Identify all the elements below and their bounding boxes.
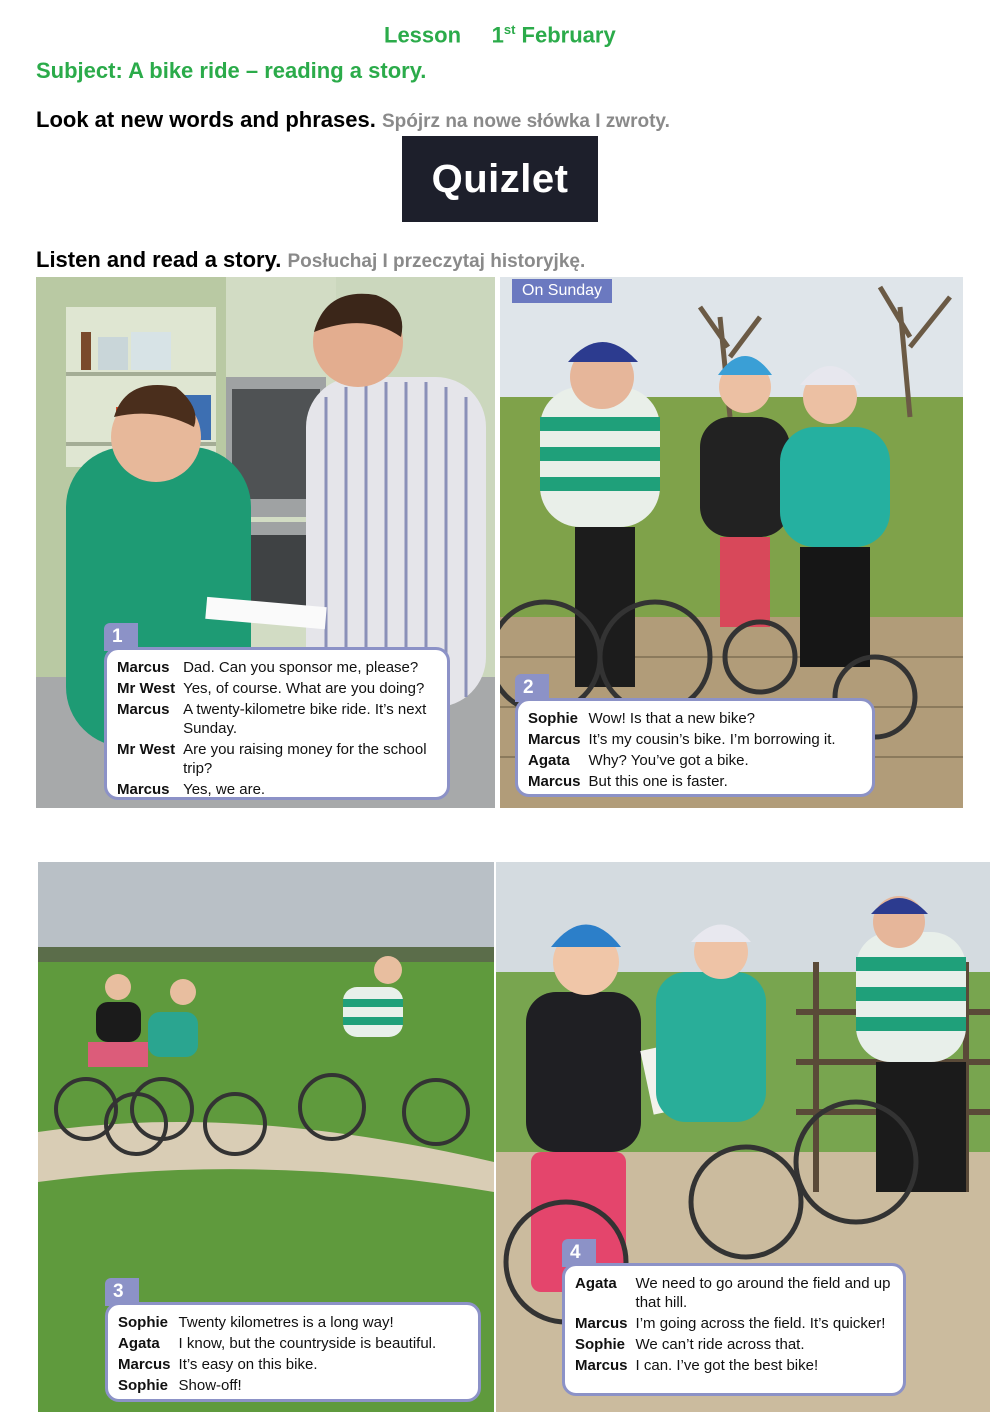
speaker: Marcus bbox=[118, 1356, 171, 1373]
dialogue-line bbox=[117, 700, 437, 740]
date-day: 1 bbox=[491, 22, 504, 48]
words-instruction-en: Look at new words and phrases. bbox=[36, 107, 376, 132]
story-panel-4 bbox=[496, 862, 990, 1412]
line-text: Dad. Can you sponsor me, please? bbox=[183, 659, 419, 676]
line-text: Yes, we are. bbox=[183, 781, 266, 798]
dialogue-line bbox=[528, 730, 836, 751]
speaker: Sophie bbox=[575, 1336, 626, 1353]
dialogue-box-4 bbox=[562, 1263, 906, 1396]
speaker: Marcus bbox=[575, 1357, 628, 1374]
line-text: Why? You’ve got a bike. bbox=[588, 752, 749, 769]
panel-number-4: 4 bbox=[562, 1239, 596, 1267]
dialogue-line bbox=[575, 1314, 893, 1335]
lesson-label: Lesson bbox=[384, 22, 462, 48]
line-text: We can’t ride across that. bbox=[635, 1336, 805, 1353]
date-suffix: st bbox=[503, 22, 516, 37]
panel-number-1: 1 bbox=[104, 623, 138, 651]
line-text: It’s easy on this bike. bbox=[178, 1356, 318, 1373]
line-text: Twenty kilometres is a long way! bbox=[178, 1314, 394, 1331]
speaker: Sophie bbox=[528, 710, 579, 727]
speaker: Sophie bbox=[118, 1314, 169, 1331]
on-sunday-tag: On Sunday bbox=[512, 279, 612, 303]
line-text: I can. I’ve got the best bike! bbox=[635, 1357, 819, 1374]
quizlet-button[interactable] bbox=[402, 136, 598, 222]
dialogue-line bbox=[575, 1335, 893, 1356]
dialogue-line bbox=[575, 1356, 893, 1377]
dialogue-line bbox=[117, 780, 437, 801]
dialogue-line bbox=[118, 1376, 436, 1397]
subject-heading: Subject: A bike ride – reading a story. bbox=[36, 58, 427, 83]
story-panel-3 bbox=[38, 862, 494, 1412]
speaker: Mr West bbox=[117, 741, 176, 758]
line-text: I’m going across the field. It’s quicker! bbox=[635, 1315, 886, 1332]
speaker: Marcus bbox=[117, 701, 170, 718]
story-panel-1 bbox=[36, 277, 495, 808]
line-text: I know, but the countryside is beautiful. bbox=[178, 1335, 437, 1352]
listen-instruction-en: Listen and read a story. bbox=[36, 247, 282, 272]
dialogue-line bbox=[528, 751, 836, 772]
dialogue-box-1 bbox=[104, 647, 450, 800]
panel-number-2: 2 bbox=[515, 674, 549, 702]
quizlet-label: Quizlet bbox=[431, 156, 569, 201]
dialogue-line bbox=[117, 740, 437, 780]
date-month: February bbox=[521, 22, 616, 48]
speaker: Agata bbox=[118, 1335, 160, 1352]
dialogue-line bbox=[118, 1334, 436, 1355]
dialogue-line bbox=[528, 772, 836, 793]
dialogue-line bbox=[575, 1274, 893, 1314]
listen-instruction bbox=[36, 247, 585, 273]
lesson-date-heading bbox=[384, 22, 616, 48]
speaker: Marcus bbox=[575, 1315, 628, 1332]
speaker: Sophie bbox=[118, 1377, 169, 1394]
line-text: Show-off! bbox=[178, 1377, 242, 1394]
line-text: Are you raising money for the school trip? bbox=[183, 741, 427, 777]
speaker: Marcus bbox=[117, 781, 170, 798]
line-text: It’s my cousin’s bike. I’m borrowing it. bbox=[588, 731, 836, 748]
dialogue-line bbox=[117, 679, 437, 700]
dialogue-box-3 bbox=[105, 1302, 481, 1402]
line-text: Yes, of course. What are you doing? bbox=[183, 680, 425, 697]
story-panel-2 bbox=[500, 277, 963, 808]
line-text: We need to go around the field and up that hill. bbox=[635, 1275, 891, 1311]
words-instruction-pl: Spójrz na nowe słówka I zwroty. bbox=[381, 111, 670, 132]
speaker: Agata bbox=[528, 752, 570, 769]
line-text: But this one is faster. bbox=[588, 773, 728, 790]
speaker: Agata bbox=[575, 1275, 617, 1292]
dialogue-line bbox=[118, 1313, 436, 1334]
listen-instruction-pl: Posłuchaj I przeczytaj historyjkę. bbox=[287, 251, 586, 272]
speaker: Marcus bbox=[528, 731, 581, 748]
dialogue-line bbox=[528, 709, 836, 730]
speaker: Marcus bbox=[117, 659, 170, 676]
speaker: Mr West bbox=[117, 680, 176, 697]
line-text: A twenty-kilometre bike ride. It’s next Sunday. bbox=[183, 701, 427, 737]
dialogue-line bbox=[117, 658, 437, 679]
line-text: Wow! Is that a new bike? bbox=[588, 710, 756, 727]
words-instruction bbox=[36, 107, 670, 133]
dialogue-line bbox=[118, 1355, 436, 1376]
speaker: Marcus bbox=[528, 773, 581, 790]
dialogue-box-2 bbox=[515, 698, 875, 797]
panel-number-3: 3 bbox=[105, 1278, 139, 1306]
